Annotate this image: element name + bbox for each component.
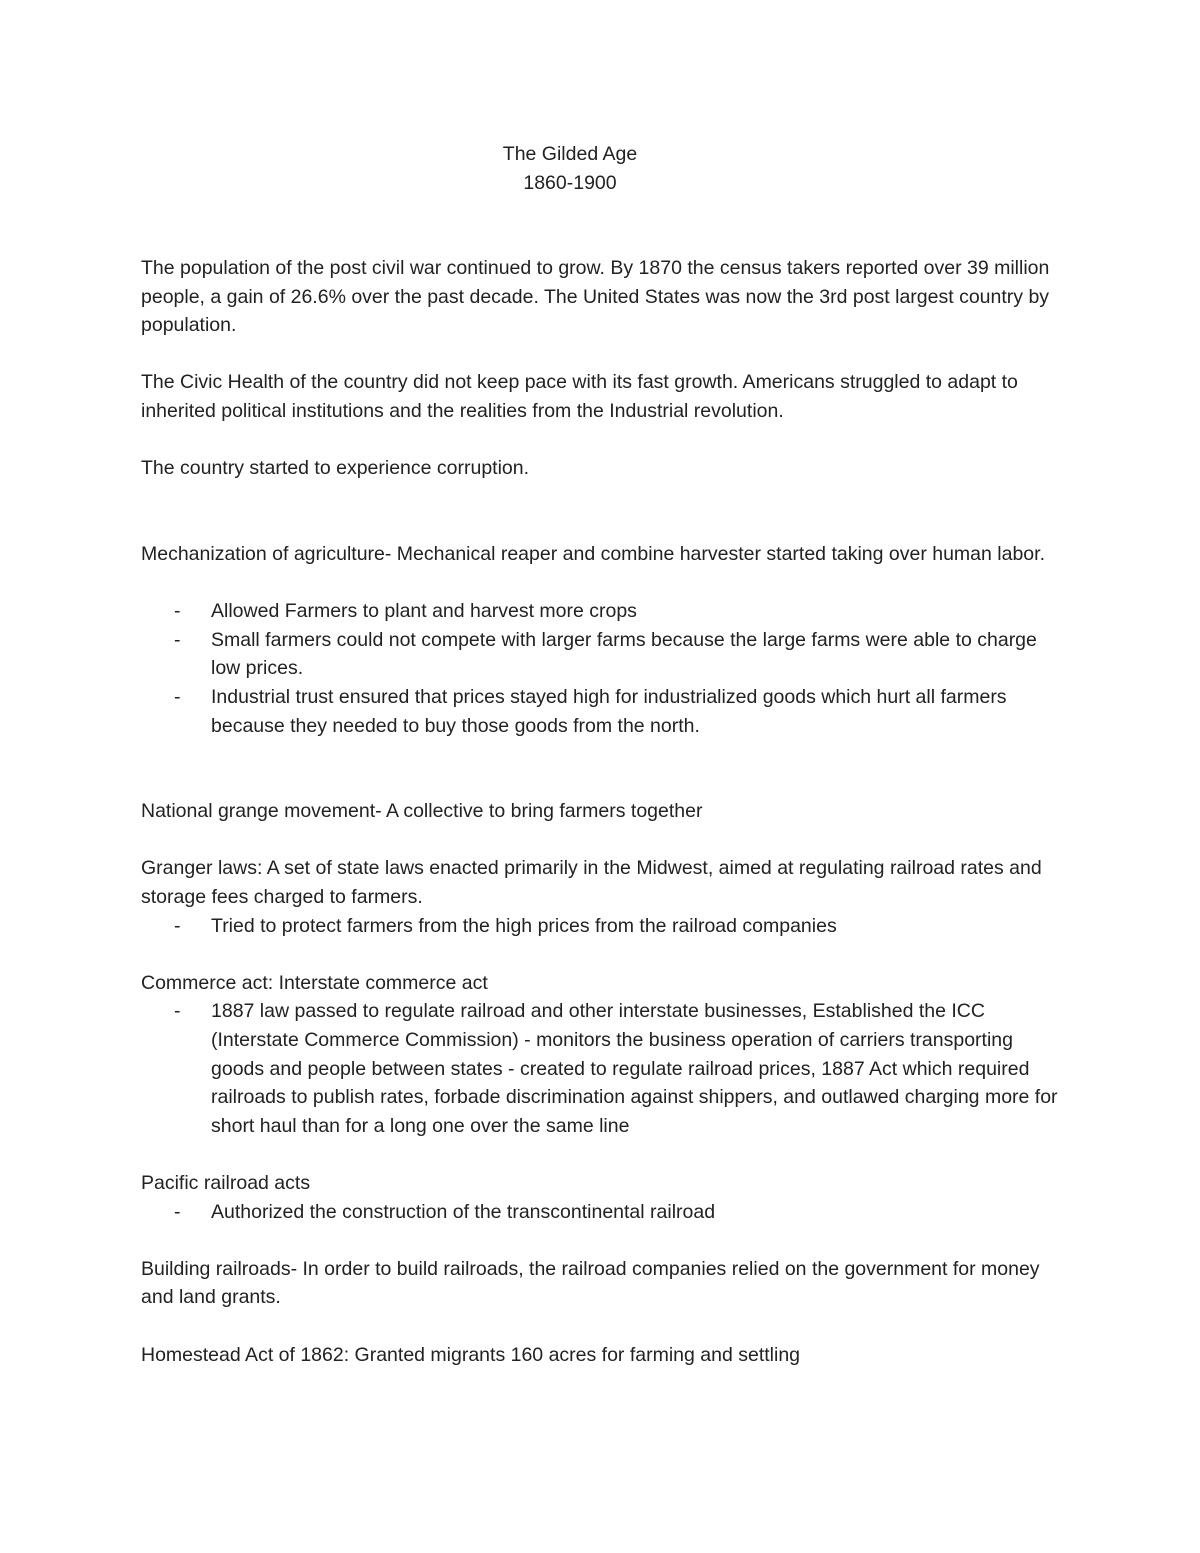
grange-paragraph: National grange movement- A collective to bring farmers together (141, 800, 703, 823)
pacific-railroad-list (141, 1198, 1071, 1227)
building-railroads-paragraph: Building railroads- In order to build railroads, the railroad companies relied on the government for money and land grants. (141, 1257, 1040, 1309)
granger-laws-list (141, 912, 1071, 941)
list-item-text: 1887 law passed to regulate railroad and other interstate businesses, Established the ICC (Interstate Commerce Commission) - monitors the business operation of carriers transporting goods and people between states - created to regulate railroad prices, 1887 Act which required railroads to publish rates, forbade discrimination against shippers, and outlawed charging more for short haul than for a long one over the same line (211, 1000, 1058, 1137)
list-item (141, 1198, 1071, 1227)
list-item (141, 626, 1071, 683)
dash-bullet: - (174, 914, 181, 937)
list-item-text: Industrial trust ensured that prices stayed high for industrialized goods which hurt all farmers because they needed to buy those goods from the north. (211, 685, 1007, 737)
dash-bullet: - (174, 685, 181, 708)
population-paragraph: The population of the post civil war continued to grow. By 1870 the census takers reported over 39 million people, a gain of 26.6% over the past decade. The United States was now the 3rd post largest country by population. (141, 257, 1050, 337)
dash-bullet: - (174, 1000, 181, 1023)
corruption-paragraph: The country started to experience corruption. (141, 457, 530, 480)
dash-bullet: - (174, 628, 181, 651)
commerce-act-list (141, 997, 1071, 1140)
list-item-text: Authorized the construction of the transcontinental railroad (211, 1200, 716, 1223)
mechanization-heading: Mechanization of agriculture- Mechanical reaper and combine harvester started taking over human labor. (141, 542, 1045, 565)
list-item-text: Allowed Farmers to plant and harvest more crops (211, 600, 637, 623)
pacific-railroad-heading: Pacific railroad acts (141, 1172, 311, 1194)
list-item (141, 997, 1071, 1140)
document-body (141, 254, 1071, 1369)
document-years: 1860-1900 (523, 172, 617, 194)
civic-health-paragraph: The Civic Health of the country did not keep pace with its fast growth. Americans struggled to adapt to inherited political institutions and the realities from the Industrial revolution. (141, 371, 1018, 422)
list-item (141, 597, 1071, 626)
homestead-paragraph: Homestead Act of 1862: Granted migrants 160 acres for farming and settling (141, 1343, 801, 1366)
list-item-text: Tried to protect farmers from the high prices from the railroad companies (211, 914, 837, 937)
mechanization-list (141, 597, 1071, 740)
dash-bullet: - (174, 1200, 181, 1223)
granger-laws-paragraph: Granger laws: A set of state laws enacted primarily in the Midwest, aimed at regulating railroad rates and storage fees charged to farmers. (141, 857, 1042, 909)
commerce-act-heading: Commerce act: Interstate commerce act (141, 971, 488, 994)
title-block (0, 140, 1140, 198)
list-item-text: Small farmers could not compete with larger farms because the large farms were able to charge low prices. (211, 628, 1037, 680)
document-title: The Gilded Age (502, 143, 638, 165)
list-item (141, 912, 1071, 941)
dash-bullet: - (174, 600, 181, 623)
list-item (141, 683, 1071, 740)
